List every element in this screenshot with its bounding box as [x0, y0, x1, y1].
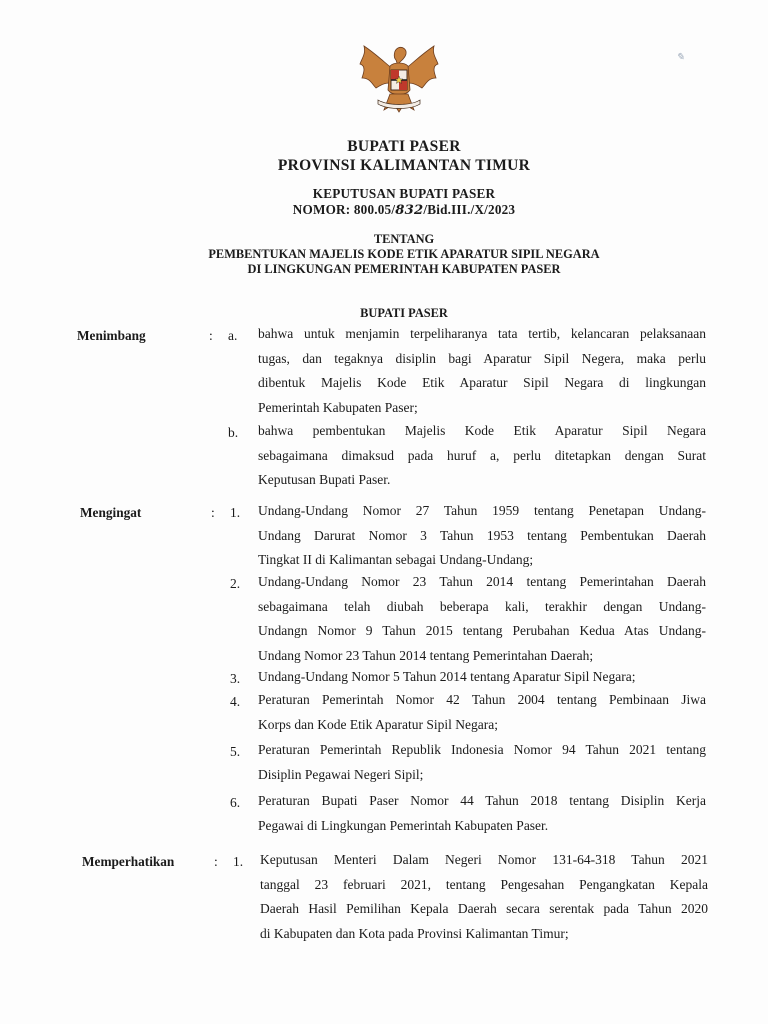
text-line: Korps dan Kode Etik Aparatur Sipil Negara; [258, 716, 498, 732]
mengingat-item-3 [258, 665, 706, 690]
decree-number-suffix: /Bid.III./X/2023 [423, 202, 516, 217]
item-marker: 1. [233, 854, 244, 869]
item-marker: 6. [230, 795, 241, 810]
text-line: Daerah Hasil Pemilihan Kepala Daerah secara serentak pada Tahun 2020 [260, 901, 708, 916]
province-title: PROVINSI KALIMANTAN TIMUR [277, 157, 531, 174]
section-colon: : [214, 854, 218, 869]
mengingat-item-2 [258, 570, 706, 668]
item-marker: 1. [230, 505, 241, 520]
mengingat-item-6 [258, 789, 706, 838]
text-line: Undang Nomor 23 Tahun 2014 tentang Pemerintahan Daerah; [258, 647, 594, 663]
text-line: Keputusan Bupati Paser. [258, 472, 391, 487]
text-line: sebagaimana dimaksud pada huruf a, perlu ditetapkan dengan Surat [258, 447, 706, 463]
decree-number-prefix: NOMOR: 800.05/ [292, 202, 396, 217]
menimbang-item-b [258, 419, 706, 493]
text-line: Undang Darurat Nomor 3 Tahun 1953 tentang Pembentukan Daerah [258, 527, 706, 543]
text-line: Disiplin Pegawai Negeri Sipil; [258, 766, 424, 782]
mengingat-item-5 [258, 738, 706, 787]
text-line: tugas, dan tegaknya disiplin bagi Aparatur Sipil Negera, maka perlu [258, 350, 706, 366]
mengingat-item-4 [258, 688, 706, 737]
text-line: Peraturan Bupati Paser Nomor 44 Tahun 2018 tentang Disiplin Kerja [258, 793, 706, 808]
memperhatikan-item-1 [260, 848, 708, 946]
section-label-memperhatikan: Memperhatikan [82, 854, 175, 869]
item-marker: 3. [230, 671, 241, 686]
text-line: Pegawai di Lingkungan Pemerintah Kabupaten Paser. [258, 817, 549, 833]
tentang-heading: TENTANG [373, 232, 435, 246]
text-line: sebagaimana telah diubah beberapa kali, terakhir dengan Undang- [258, 598, 706, 614]
item-marker: b. [228, 425, 239, 440]
garuda-emblem-icon [354, 40, 444, 120]
text-line: Undang-Undang Nomor 5 Tahun 2014 tentang Aparatur Sipil Negara; [258, 669, 636, 684]
item-marker: a. [228, 328, 238, 343]
section-label-menimbang: Menimbang [77, 328, 146, 343]
decree-number [0, 202, 768, 218]
text-line: Tingkat II di Kalimantan sebagai Undang-Undang; [258, 552, 534, 567]
text-line: bahwa untuk menjamin terpeliharanya tata tertib, kelancaran pelaksanaan [258, 326, 706, 341]
decree-number-handwritten: 832 [395, 203, 424, 218]
text-line: Peraturan Pemerintah Nomor 42 Tahun 2004 tentang Pembinaan Jiwa [258, 692, 706, 707]
mengingat-item-1 [258, 499, 706, 573]
decree-title: KEPUTUSAN BUPATI PASER [312, 186, 496, 201]
item-marker: 2. [230, 576, 241, 591]
section-colon: : [209, 328, 213, 343]
text-line: dibentuk Majelis Kode Etik Aparatur Sipil Negara di lingkungan [258, 375, 706, 390]
text-line: Pemerintah Kabupaten Paser; [258, 399, 418, 415]
subject-line-2: DI LINGKUNGAN PEMERINTAH KABUPATEN PASER [247, 262, 561, 276]
section-label-mengingat: Mengingat [80, 505, 142, 520]
text-line: Peraturan Pemerintah Republik Indonesia Nomor 94 Tahun 2021 tentang [258, 742, 706, 757]
menimbang-item-a [258, 322, 706, 420]
text-line: Undang-Undang Nomor 23 Tahun 2014 tentang Pemerintahan Daerah [258, 574, 706, 589]
item-marker: 4. [230, 694, 241, 709]
text-line: bahwa pembentukan Majelis Kode Etik Aparatur Sipil Negara [258, 423, 706, 438]
signatory-heading: BUPATI PASER [360, 306, 448, 320]
scan-mark-icon: ✎ [676, 52, 685, 63]
text-line: di Kabupaten dan Kota pada Provinsi Kalimantan Timur; [260, 925, 569, 941]
text-line: Undangn Nomor 9 Tahun 2015 tentang Perubahan Kedua Atas Undang- [258, 623, 706, 638]
section-colon: : [211, 505, 215, 520]
item-marker: 5. [230, 744, 241, 759]
text-line: tanggal 23 februari 2021, tentang Pengesahan Pengangkatan Kepala [260, 876, 708, 892]
authority-title: BUPATI PASER [347, 138, 461, 155]
text-line: Undang-Undang Nomor 27 Tahun 1959 tentang Penetapan Undang- [258, 503, 706, 518]
subject-line-1: PEMBENTUKAN MAJELIS KODE ETIK APARATUR SIPIL NEGARA [208, 247, 600, 261]
text-line: Keputusan Menteri Dalam Negeri Nomor 131-64-318 Tahun 2021 [260, 852, 708, 867]
